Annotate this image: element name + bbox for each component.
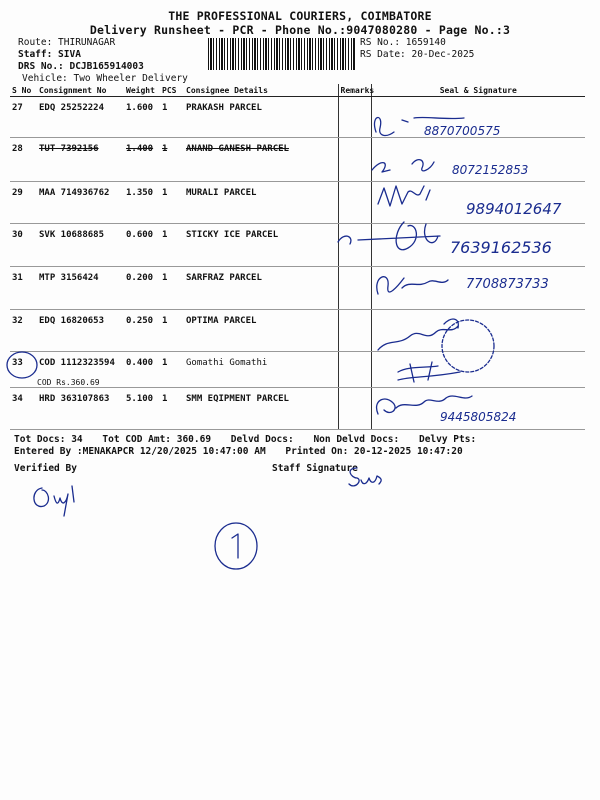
row-consignment: COD 1112323594 COD Rs.360.69 <box>37 352 124 388</box>
row-pcs: 1 <box>160 182 184 224</box>
row-consignee: SARFRAZ PARCEL <box>184 267 338 310</box>
col-sno: S No <box>10 84 37 97</box>
row-weight: 0.400 <box>124 352 160 388</box>
col-signature: Seal & Signature <box>371 84 585 97</box>
row-sno: 27 <box>10 97 37 138</box>
circle-mark-icon <box>4 348 40 380</box>
barcode-icon <box>208 38 356 70</box>
row-consignee: PRAKASH PARCEL <box>184 97 338 138</box>
handwritten-phone: 8870700575 <box>424 124 501 138</box>
row-pcs: 1 <box>160 224 184 267</box>
delivered-docs: Delvd Docs: <box>230 434 294 445</box>
row-consignee: MURALI PARCEL <box>184 182 338 224</box>
signature-scribbles <box>368 110 588 440</box>
row-sno: 33 <box>10 352 37 388</box>
staff-signature <box>345 462 385 492</box>
row-weight: 0.250 <box>124 310 160 352</box>
row-pcs: 1 <box>160 97 184 138</box>
cod-amount-note: COD Rs.360.69 <box>37 378 100 387</box>
row-consignee: OPTIMA PARCEL <box>184 310 338 352</box>
seal-stamp-icon <box>442 320 494 372</box>
col-remarks: Remarks <box>338 84 371 97</box>
row-consignee: STICKY ICE PARCEL <box>184 224 338 267</box>
row-consignee: SMM EQIPMENT PARCEL <box>184 388 338 430</box>
row-sno: 29 <box>10 182 37 224</box>
handwritten-phone: 7639162536 <box>450 238 552 257</box>
printed-on: Printed On: 20-12-2025 10:47:20 <box>285 446 463 457</box>
non-delivered-docs: Non Delvd Docs: <box>313 434 400 445</box>
row-pcs: 1 <box>160 352 184 388</box>
verifier-signature <box>28 478 88 518</box>
row-consignment: EDQ 16820653 <box>37 310 124 352</box>
row-consignment: MAA 714936762 <box>37 182 124 224</box>
rs-date: RS Date: 20-Dec-2025 <box>360 49 475 60</box>
row-pcs: 1 <box>160 310 184 352</box>
handwritten-phone: 9445805824 <box>440 410 517 424</box>
staff-label: Staff: SIVA <box>18 49 81 60</box>
row-weight: 0.200 <box>124 267 160 310</box>
drs-number: DRS No.: DCJB165914003 <box>18 61 144 72</box>
runsheet-title: Delivery Runsheet - PCR - Phone No.:9047080280 - Page No.:3 <box>89 23 511 37</box>
row-sno: 32 <box>10 310 37 352</box>
handwritten-phone: 8072152853 <box>452 163 529 177</box>
rs-number: RS No.: 1659140 <box>360 37 446 48</box>
entered-by: Entered By :MENAKAPCR 12/20/2025 10:47:00 AM <box>14 446 266 457</box>
entered-by-line <box>14 446 463 457</box>
row-consignment: MTP 3156424 <box>37 267 124 310</box>
row-sno: 30 <box>10 224 37 267</box>
row-consignment: SVK 10688685 <box>37 224 124 267</box>
row-pcs: 1 <box>160 138 184 182</box>
row-sno: 34 <box>10 388 37 430</box>
staff-signature-label: Staff Signature <box>272 463 358 474</box>
row-sno: 31 <box>10 267 37 310</box>
row-sno: 28 <box>10 138 37 182</box>
col-pcs: PCS <box>160 84 184 97</box>
verified-by-label: Verified By <box>14 463 77 474</box>
route-label: Route: THIRUNAGAR <box>18 37 116 48</box>
row-weight: 1.350 <box>124 182 160 224</box>
total-cod-amount: Tot COD Amt: 360.69 <box>102 434 212 445</box>
col-consignment: Consignment No <box>37 84 124 97</box>
row-consignee: Gomathi Gomathi <box>184 352 338 388</box>
row-pcs: 1 <box>160 388 184 430</box>
company-name: THE PROFESSIONAL COURIERS, COIMBATORE <box>168 9 432 23</box>
handwritten-phone: 9894012647 <box>466 200 562 218</box>
row-consignment: EDQ 25252224 <box>37 97 124 138</box>
col-consignee: Consignee Details <box>184 84 338 97</box>
row-weight: 1.600 <box>124 97 160 138</box>
row-weight: 5.100 <box>124 388 160 430</box>
total-docs: Tot Docs: 34 <box>14 434 83 445</box>
delivery-points: Delvy Pts: <box>418 434 477 445</box>
handwritten-phone: 7708873733 <box>466 277 549 292</box>
footer-totals <box>14 434 476 445</box>
row-weight: 1.400 <box>124 138 160 182</box>
row-weight: 0.600 <box>124 224 160 267</box>
row-pcs: 1 <box>160 267 184 310</box>
row-consignment: TUT 7392156 <box>37 138 124 182</box>
vehicle-label: Vehicle: Two Wheeler Delivery <box>22 73 188 84</box>
row-consignee: ANAND GANESH PARCEL <box>184 138 338 182</box>
col-weight: Weight <box>124 84 160 97</box>
row-consignment: HRD 363107863 <box>37 388 124 430</box>
circled-one-mark <box>212 520 260 572</box>
table-header-row <box>10 84 585 97</box>
